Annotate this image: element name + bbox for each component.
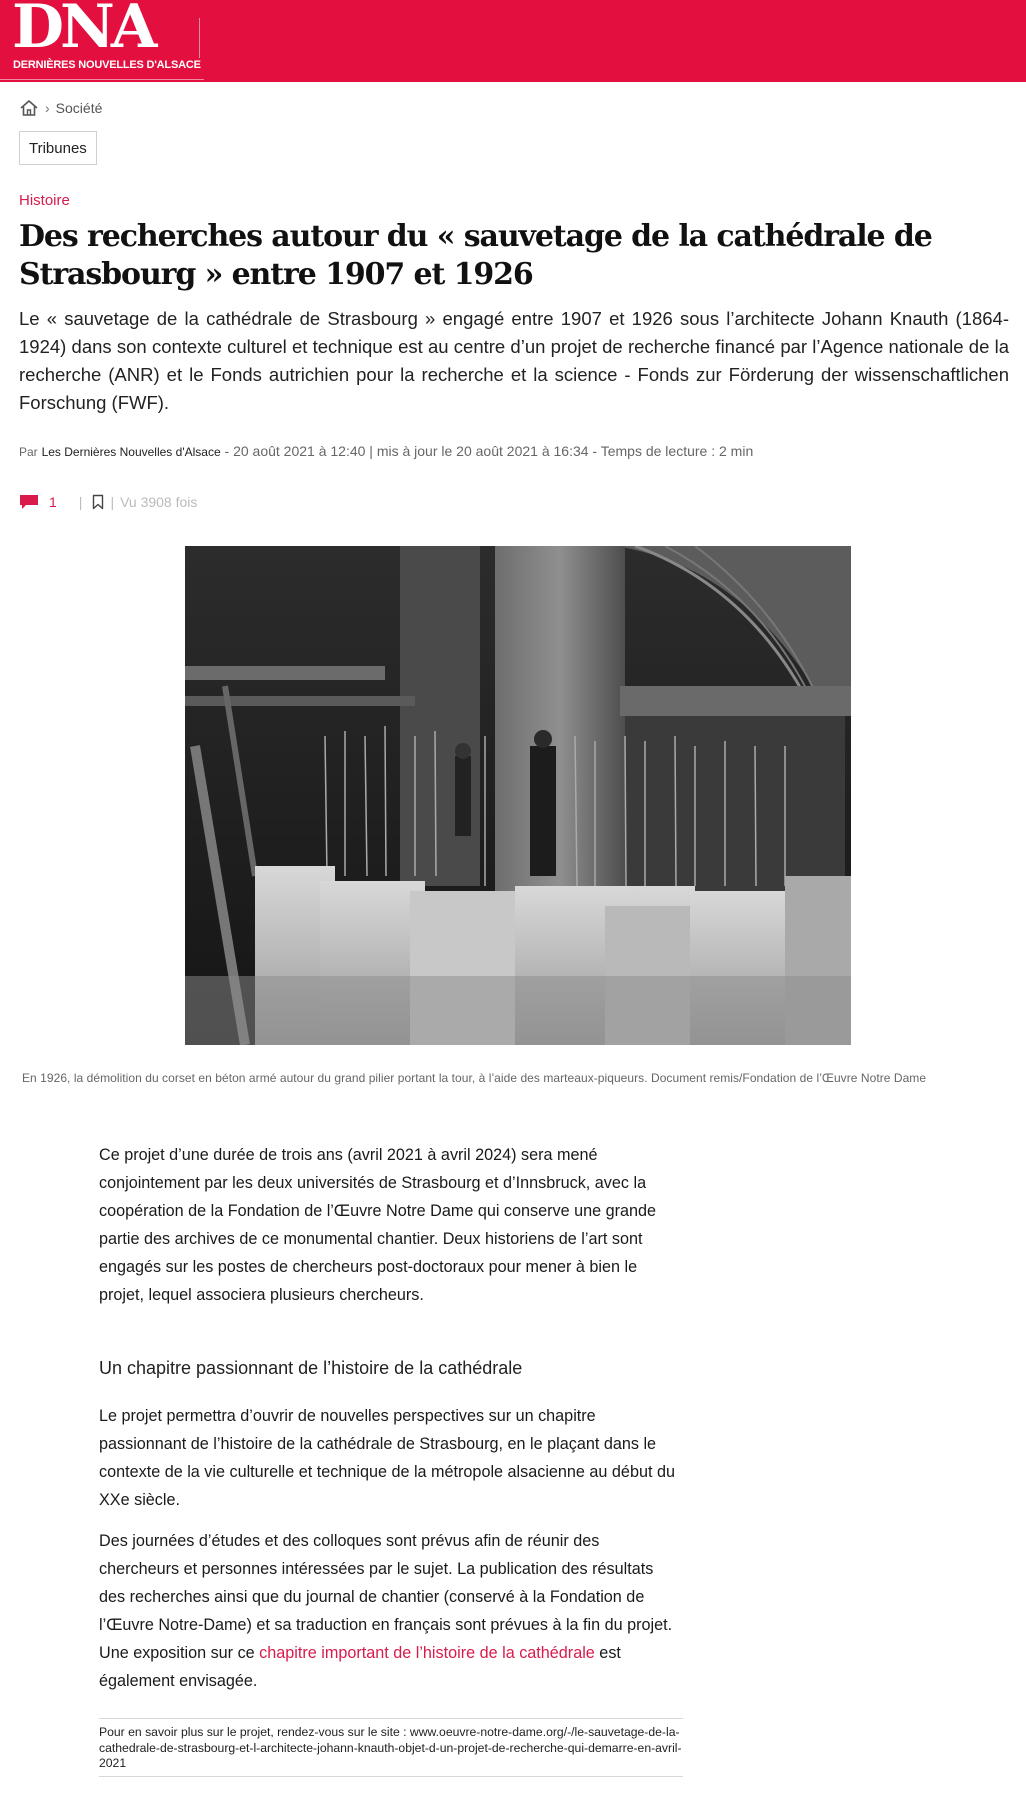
- article-body-block-2: [99, 1402, 683, 1514]
- breadcrumb-separator: ›: [45, 100, 50, 116]
- source-note: Pour en savoir plus sur le projet, rendez-vous sur le site : www.oeuvre-notre-dame.org/-/le-sauvetage-de-la-cathedrale-de-strasbourg-et-l-architecte-johann-knauth-objet-d-un-projet-de-recherche-qui-demarre-en-avril-2021: [99, 1718, 683, 1777]
- article-subheading-block: [99, 1356, 683, 1380]
- article-kicker[interactable]: Histoire: [19, 192, 70, 209]
- byline-prefix: Par: [19, 445, 38, 459]
- bookmark-icon[interactable]: [92, 494, 104, 510]
- article-paragraph: Le projet permettra d’ouvrir de nouvelles perspectives sur un chapitre passionnant de l’histoire de la cathédrale de Strasbourg, en le plaçant dans le contexte de la vie culturelle et technique de la métropole alsacienne au début du XXe siècle.: [99, 1407, 675, 1509]
- photo-caption: En 1926, la démolition du corset en béton armé autour du grand pilier portant la tour, à l’aide des marteaux-piqueurs. Document remis/Fondation de l’Œuvre Notre Dame: [22, 1071, 927, 1085]
- article-headline: Des recherches autour du « sauvetage de la cathédrale de Strasbourg » entre 1907 et 1926: [19, 219, 932, 292]
- site-logo[interactable]: [12, 2, 204, 78]
- cathedral-construction-photo: [185, 546, 851, 1045]
- article-byline: [19, 443, 1009, 459]
- site-header: [0, 0, 1026, 82]
- paragraph-text: est également envisagée.: [99, 1644, 621, 1690]
- action-separator: |: [78, 494, 83, 510]
- logo-divider-vertical: [199, 18, 200, 58]
- home-icon[interactable]: [19, 99, 39, 117]
- logo-wordmark: DNA: [12, 0, 154, 62]
- logo-tagline: DERNIÈRES NOUVELLES D'ALSACE: [13, 59, 201, 71]
- comment-icon[interactable]: [19, 494, 39, 510]
- byline-author: Les Dernières Nouvelles d'Alsace: [41, 445, 221, 459]
- tag-tribunes[interactable]: Tribunes: [19, 131, 97, 165]
- breadcrumb-section-link[interactable]: Société: [55, 100, 103, 116]
- article-paragraph: Ce projet d’une durée de trois ans (avril 2021 à avril 2024) sera mené conjointement par les deux universités de Strasbourg et d’Innsbruck, avec la coopération de la Fondation de l’Œuvre Notre Dame qui conserve une grande partie des archives de ce monumental chantier. Deux historiens de l’art sont engagés sur les postes de chercheurs post-doctoraux pour mener à bien le projet, lequel associera plusieurs chercheurs.: [99, 1146, 657, 1304]
- related-article-link[interactable]: chapitre important de l’histoire de la cathédrale: [259, 1644, 595, 1662]
- paragraph-text: Des journées d’études et des colloques sont prévus afin de réunir des chercheurs et personnes intéressées par le sujet. La publication des résultats des recherches ainsi que du journal de chantier (conservé à la Fondation de l’Œuvre Notre-Dame) et sa traduction en français sont prévues à la fin du projet. Une exposition sur ce: [99, 1532, 673, 1662]
- article-actions: [19, 491, 197, 513]
- article-lead: Le « sauvetage de la cathédrale de Strasbourg » engagé entre 1907 et 1926 sous l’architecte Johann Knauth (1864-1924) dans son contexte culturel et technique est au centre d’un projet de recherche financé par l’Agence nationale de la recherche (ANR) et le Fonds autrichien pour la recherche et la science - Fonds zur Förderung der wissenschaftlichen Forschung (FWF).: [19, 308, 1009, 413]
- article-subheading: Un chapitre passionnant de l’histoire de la cathédrale: [99, 1358, 523, 1378]
- byline-meta: - 20 août 2021 à 12:40 | mis à jour le 20 août 2021 à 16:34 - Temps de lecture : 2 min: [220, 443, 754, 459]
- article-body-block-3: [99, 1527, 683, 1695]
- breadcrumb: [19, 96, 102, 120]
- article-body-block-1: [99, 1141, 683, 1309]
- comment-count[interactable]: 1: [49, 494, 57, 510]
- article-paragraph: [99, 1527, 683, 1695]
- view-count: Vu 3908 fois: [120, 494, 198, 510]
- article-photo[interactable]: [185, 546, 851, 1045]
- logo-divider-horizontal: [0, 79, 204, 80]
- action-separator: |: [110, 494, 115, 510]
